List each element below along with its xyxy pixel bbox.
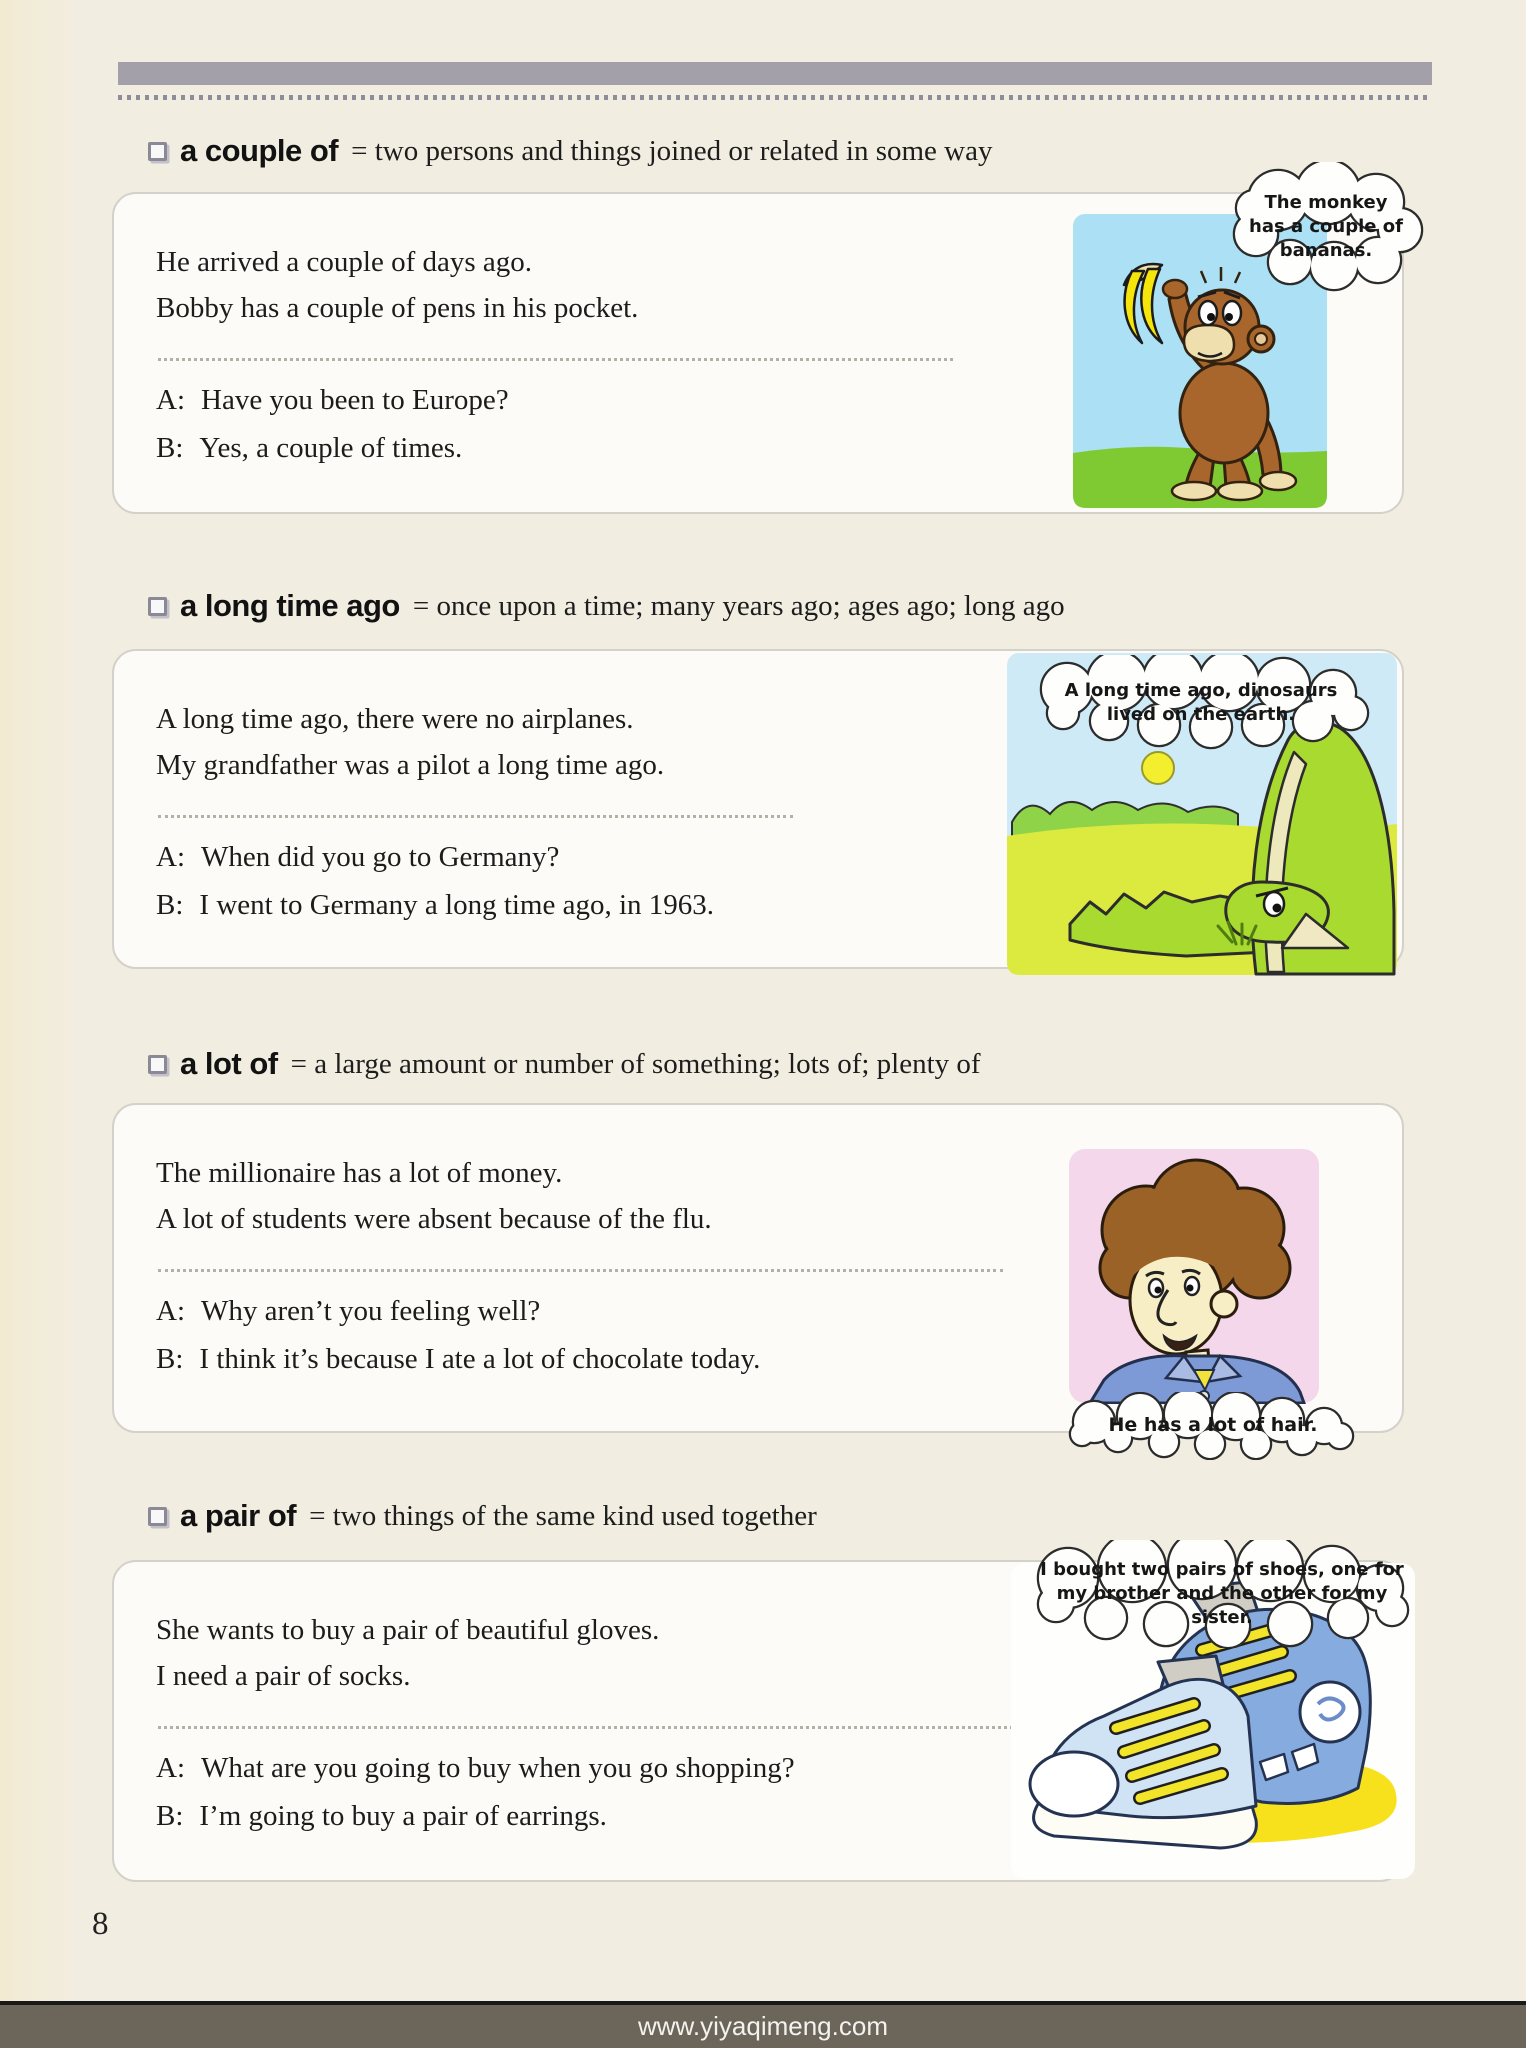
speaker-label: B: — [156, 889, 184, 921]
dialog-text: Have you been to Europe? — [201, 384, 509, 416]
footer-bar — [0, 2001, 1526, 2048]
dialog-line-a — [156, 1295, 540, 1328]
square-bullet-icon — [148, 1055, 167, 1074]
square-bullet-icon — [148, 1507, 167, 1526]
speech-bubble-text: A long time ago, dinosaurs lived on the earth. — [1064, 679, 1338, 725]
term-phrase: a pair of — [180, 1498, 297, 1533]
example-sentence: I need a pair of socks. — [156, 1660, 411, 1692]
dialog-line-a — [156, 1752, 795, 1785]
dotted-separator — [158, 1726, 1013, 1729]
speaker-label: B: — [156, 1343, 184, 1375]
dialog-line-b — [156, 889, 714, 922]
dialog-line-b — [156, 1800, 607, 1833]
example-sentence: He arrived a couple of days ago. — [156, 246, 533, 278]
term-definition: = once upon a time; many years ago; ages ago; long ago — [412, 589, 1065, 622]
speech-bubble-text: I bought two pairs of shoes, one for my brother and the other for my sister. — [1040, 1559, 1404, 1628]
dotted-separator — [158, 1269, 1003, 1272]
term-heading — [148, 1046, 981, 1082]
example-sentence: My grandfather was a pilot a long time ago. — [156, 749, 665, 781]
speaker-label: A: — [156, 841, 185, 873]
top-dotted-rule — [118, 95, 1432, 100]
term-phrase: a lot of — [180, 1046, 278, 1081]
man-with-big-hair-illustration — [1068, 1148, 1320, 1409]
dialog-text: I think it’s because I ate a lot of chocolate today. — [199, 1343, 761, 1375]
term-phrase: a couple of — [180, 133, 339, 168]
page-number: 8 — [92, 1906, 109, 1942]
term-definition: = two persons and things joined or related in some way — [351, 134, 993, 167]
speaker-label: A: — [156, 384, 185, 416]
speech-bubble-text: The monkey has a couple of bananas. — [1249, 192, 1403, 261]
speaker-label: A: — [156, 1295, 185, 1327]
top-rule-bar — [118, 62, 1432, 85]
dialog-line-a — [156, 384, 509, 417]
dotted-separator — [158, 358, 953, 361]
speech-bubble — [1056, 1392, 1370, 1460]
term-heading — [148, 588, 1065, 624]
example-sentence: A lot of students were absent because of the flu. — [156, 1203, 712, 1235]
speech-bubble — [1025, 655, 1377, 750]
dialog-text: Why aren’t you feeling well? — [201, 1295, 541, 1327]
term-definition: = two things of the same kind used together — [309, 1499, 817, 1532]
speech-bubble-text: He has a lot of hair. — [1108, 1414, 1318, 1437]
dotted-separator — [158, 815, 793, 818]
speech-bubble — [1228, 162, 1424, 292]
speaker-label: B: — [156, 1800, 184, 1832]
footer-url: www.yiyaqimeng.com — [638, 2011, 888, 2041]
dialog-text: What are you going to buy when you go shopping? — [201, 1752, 795, 1784]
example-sentence: She wants to buy a pair of beautiful gloves. — [156, 1614, 660, 1646]
speaker-label: B: — [156, 432, 184, 464]
dialog-text: I went to Germany a long time ago, in 1963. — [199, 889, 715, 921]
scan-gutter-shadow — [0, 0, 82, 2001]
example-sentence: The millionaire has a lot of money. — [156, 1157, 563, 1189]
square-bullet-icon — [148, 142, 167, 161]
term-definition: = a large amount or number of something; lots of; plenty of — [290, 1047, 981, 1080]
dialog-line-b — [156, 432, 462, 465]
square-bullet-icon — [148, 597, 167, 616]
dialog-text: I’m going to buy a pair of earrings. — [199, 1800, 607, 1832]
term-heading — [148, 1498, 817, 1534]
term-heading — [148, 133, 992, 169]
dialog-text: When did you go to Germany? — [201, 841, 560, 873]
dialog-line-b — [156, 1343, 760, 1376]
speaker-label: A: — [156, 1752, 185, 1784]
dialog-text: Yes, a couple of times. — [199, 432, 463, 464]
term-phrase: a long time ago — [180, 588, 400, 623]
example-sentence: Bobby has a couple of pens in his pocket. — [156, 292, 639, 324]
sun-icon — [1142, 752, 1174, 784]
dialog-line-a — [156, 841, 559, 874]
example-sentence: A long time ago, there were no airplanes. — [156, 703, 634, 735]
speech-bubble — [1012, 1540, 1432, 1648]
